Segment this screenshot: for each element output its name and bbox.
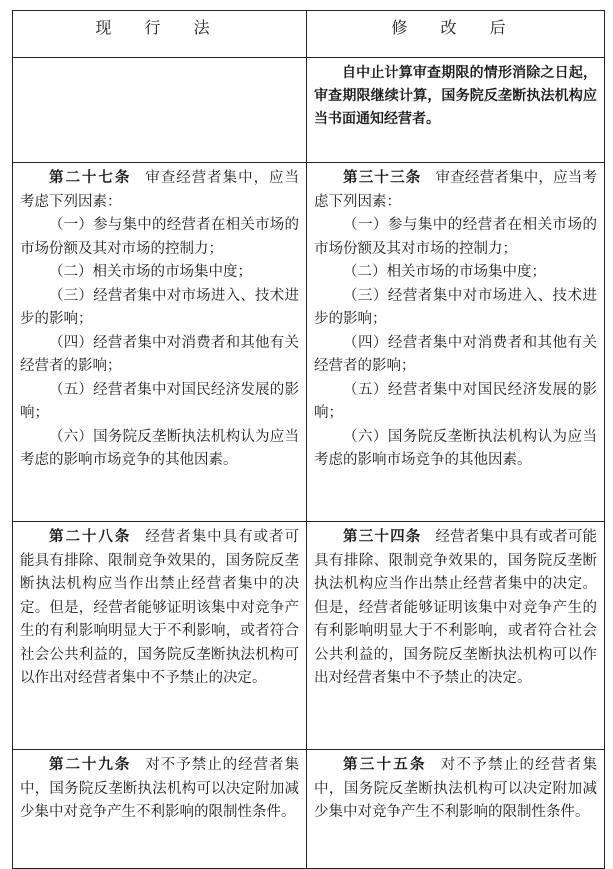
table-header-row [13, 11, 605, 58]
article-number: 第二十八条 [49, 529, 132, 545]
article-paragraph [314, 754, 597, 825]
table-row [13, 522, 605, 750]
revised-paragraph: 自中止计算审查期限的情形消除之日起，审查期限继续计算，国务院反垄断执法机构应当书面通知经营者。 [314, 65, 597, 127]
cell-revised [307, 58, 605, 163]
article-intro: 审查经营者集中，应当考虑下列因素： [314, 170, 597, 210]
column-header-current-law: 现 行 法 [13, 11, 307, 58]
comparison-table [12, 10, 605, 869]
article-intro: 审查经营者集中，应当考虑下列因素： [20, 170, 300, 210]
cell-current [13, 522, 307, 750]
list-item: （五）经营者集中对国民经济发展的影响； [20, 381, 299, 421]
list-item: （四）经营者集中对消费者和其他有关经营者的影响； [20, 334, 299, 374]
list-item: （六）国务院反垄断执法机构认为应当考虑的影响市场竞争的其他因素。 [20, 428, 299, 468]
list-item: （五）经营者集中对国民经济发展的影响； [314, 381, 597, 421]
table-row [13, 163, 605, 522]
list-item: （三）经营者集中对市场进入、技术进步的影响； [20, 287, 299, 327]
article-number: 第二十七条 [49, 170, 132, 186]
article-paragraph [314, 167, 597, 214]
list-item: （三）经营者集中对市场进入、技术进步的影响； [314, 287, 597, 327]
article-number: 第三十四条 [343, 529, 422, 545]
cell-current [13, 750, 307, 869]
cell-current-empty [13, 58, 307, 163]
article-text: 对不予禁止的经营者集中，国务院反垄断执法机构可以决定附加减少集中对竞争产生不利影响的限制性条件。 [20, 757, 300, 820]
table-row [13, 750, 605, 869]
list-item: （一）参与集中的经营者在相关市场的市场份额及其对市场的控制力； [314, 217, 597, 257]
article-paragraph [20, 167, 299, 214]
cell-revised [307, 522, 605, 750]
article-number: 第二十九条 [49, 757, 132, 773]
article-number: 第三十三条 [343, 170, 422, 186]
article-paragraph [314, 526, 597, 691]
list-item: （四）经营者集中对消费者和其他有关经营者的影响； [314, 334, 597, 374]
list-item: （一）参与集中的经营者在相关市场的市场份额及其对市场的控制力； [20, 217, 299, 257]
table-row [13, 58, 605, 163]
cell-revised [307, 750, 605, 869]
article-text: 对不予禁止的经营者集中，国务院反垄断执法机构可以决定附加减少集中对竞争产生不利影响的限制性条件。 [314, 757, 597, 820]
article-paragraph [20, 526, 299, 691]
cell-revised [307, 163, 605, 522]
article-paragraph [20, 754, 299, 825]
list-item: （二）相关市场的市场集中度； [343, 264, 546, 280]
column-header-revised-law: 修 改 后 [307, 11, 605, 58]
article-number: 第三十五条 [343, 757, 427, 773]
list-item: （二）相关市场的市场集中度； [49, 264, 252, 280]
article-text: 经营者集中具有或者可能具有排除、限制竞争效果的，国务院反垄断执法机构应当作出禁止经营者集中的决定。但是，经营者能够证明该集中对竞争产生的有利影响明显大于不利影响，或者符合社会公共利益的，国务院反垄断执法机构可以作出对经营者集中不予禁止的决定。 [20, 529, 300, 686]
article-text: 经营者集中具有或者可能具有排除、限制竞争效果的，国务院反垄断执法机构应当作出禁止经营者集中的决定。但是，经营者能够证明该集中对竞争产生的有利影响明显大于不利影响，或者符合社会公共利益的，国务院反垄断执法机构可以作出对经营者集中不予禁止的决定。 [314, 529, 597, 686]
list-item: （六）国务院反垄断执法机构认为应当考虑的影响市场竞争的其他因素。 [314, 428, 597, 468]
cell-current [13, 163, 307, 522]
